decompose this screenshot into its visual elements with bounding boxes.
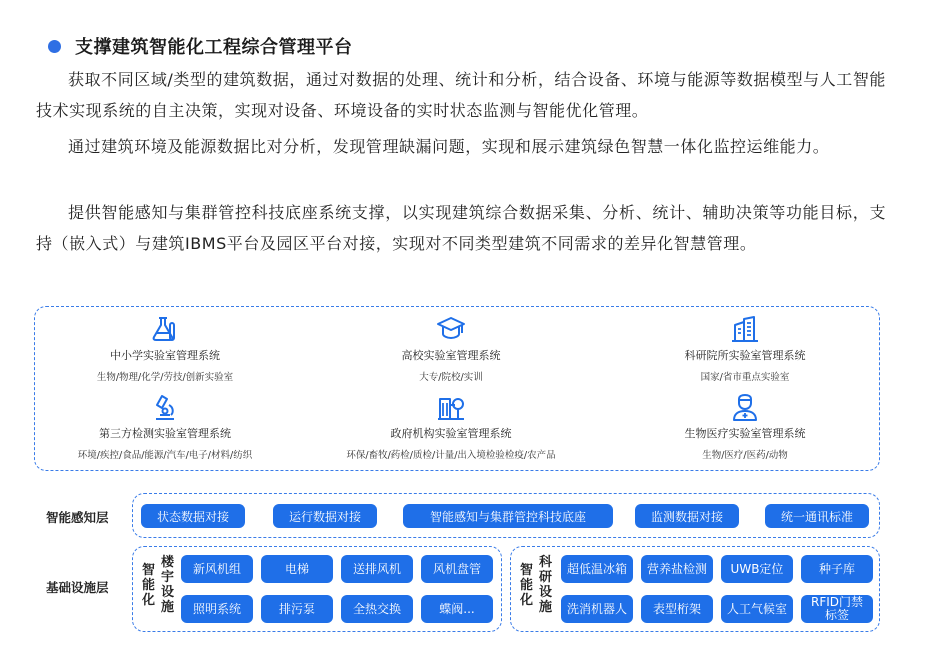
building-intelligent-label: 智 能 化 [141, 563, 155, 608]
paragraph-2: 通过建筑环境及能源数据比对分析，发现管理缺漏问题，实现和展示建筑绿色智慧一体化监控运维能力。 [68, 137, 830, 156]
lab-system-university [321, 315, 581, 383]
lab-system-research-institute [615, 315, 875, 383]
facility-item: 全热交换 [341, 595, 413, 623]
facility-item: 洗消机器人 [561, 595, 633, 623]
lab-system-name: 政府机构实验室管理系统 [390, 427, 512, 440]
facility-item: UWB定位 [721, 555, 793, 583]
sensing-layer-panel [132, 493, 880, 538]
research-facilities-label: 科 研 设 施 [538, 555, 552, 615]
paragraph-1: 获取不同区域/类型的建筑数据，通过对数据的处理、统计和分析，结合设备、环境与能源等数据模型与人工智能技术实现系统的自主决策，实现对设备、环境设备的实时状态监测与智能优化管理。 [36, 70, 886, 120]
lab-system-third-party [35, 393, 295, 461]
building-icon [730, 315, 760, 343]
graduation-cap-icon [436, 315, 466, 343]
page-title: 支撑建筑智能化工程综合管理平台 [75, 37, 353, 58]
facility-item: 种子库 [801, 555, 873, 583]
sensing-item: 监测数据对接 [635, 504, 739, 528]
sensing-item: 统一通讯标准 [765, 504, 869, 528]
section-heading [48, 34, 353, 58]
research-facilities-panel [510, 546, 880, 632]
lab-system-scope: 大专/院校/实训 [419, 372, 483, 383]
facility-item: 照明系统 [181, 595, 253, 623]
lab-system-name: 生物医疗实验室管理系统 [684, 427, 806, 440]
lab-system-name: 科研院所实验室管理系统 [684, 349, 806, 362]
sensing-item: 状态数据对接 [141, 504, 245, 528]
facility-item: 表型桁架 [641, 595, 713, 623]
lab-system-scope: 国家/省市重点实验室 [700, 372, 790, 383]
facility-item: 排污泵 [261, 595, 333, 623]
lab-system-government [321, 393, 581, 461]
building-facilities-panel [132, 546, 502, 632]
lab-system-name: 第三方检测实验室管理系统 [99, 427, 231, 440]
government-building-icon [436, 393, 466, 421]
lab-system-biomedical [615, 393, 875, 461]
paragraph-3: 提供智能感知与集群管控科技底座系统支撑，以实现建筑综合数据采集、分析、统计、辅助决策等功能目标，支持（嵌入式）与建筑IBMS平台及园区平台对接，实现对不同类型建筑不同需求的差异化智慧管理。 [36, 203, 886, 253]
facility-item: 电梯 [261, 555, 333, 583]
sensing-item: 运行数据对接 [273, 504, 377, 528]
microscope-icon [150, 393, 180, 421]
bullet-dot [48, 40, 61, 53]
lab-system-scope: 环境/疾控/食品/能源/汽车/电子/材料/纺织 [77, 450, 253, 461]
facility-item: 风机盘管 [421, 555, 493, 583]
doctor-icon [730, 393, 760, 421]
infra-layer-label: 基础设施层 [46, 580, 109, 595]
lab-systems-panel [34, 306, 880, 471]
lab-system-scope: 生物/医疗/医药/动物 [702, 450, 788, 461]
building-facilities-label: 楼 宇 设 施 [160, 555, 174, 615]
lab-system-name: 中小学实验室管理系统 [110, 349, 220, 362]
lab-system-name: 高校实验室管理系统 [401, 349, 501, 362]
lab-system-primary-school [35, 315, 295, 383]
facility-item: 人工气候室 [721, 595, 793, 623]
facility-item: RFID门禁 标签 [801, 595, 873, 623]
facility-item: 蝶阀... [421, 595, 493, 623]
flask-icon [150, 315, 180, 343]
facility-item: 新风机组 [181, 555, 253, 583]
lab-system-scope: 生物/物理/化学/劳技/创新实验室 [96, 372, 234, 383]
sensing-layer-label: 智能感知层 [46, 510, 109, 525]
sensing-item: 智能感知与集群管控科技底座 [403, 504, 613, 528]
facility-item: 送排风机 [341, 555, 413, 583]
facility-item: 营养盐检测 [641, 555, 713, 583]
lab-system-scope: 环保/畜牧/药检/质检/计量/出入境检验检疫/农产品 [346, 450, 556, 461]
facility-item: 超低温冰箱 [561, 555, 633, 583]
research-intelligent-label: 智 能 化 [519, 563, 533, 608]
